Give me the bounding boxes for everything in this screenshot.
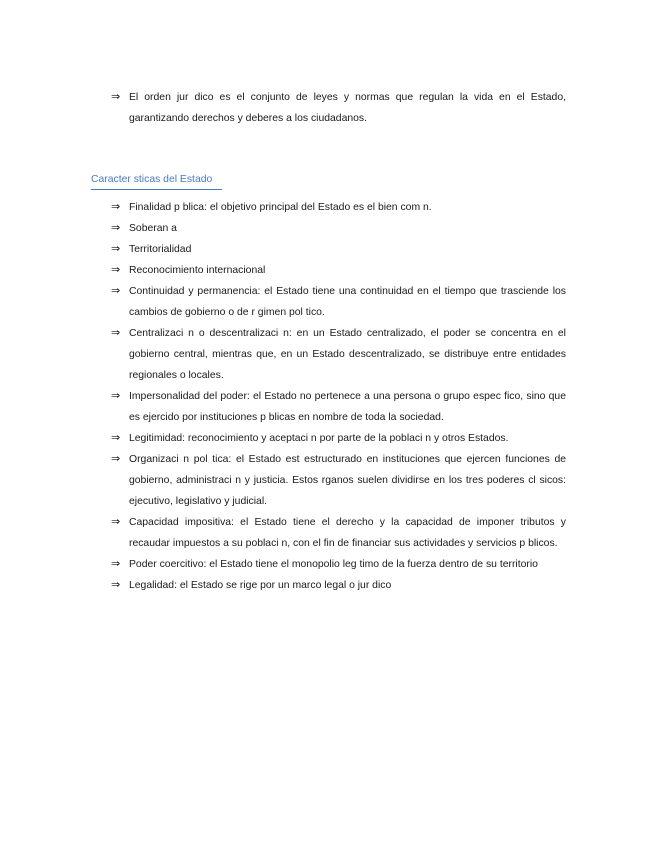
- list-item: [111, 87, 566, 129]
- list-item: [111, 197, 566, 218]
- arrow-bullet-icon: ⇒: [111, 222, 121, 234]
- list-item: [111, 554, 566, 575]
- list-item: [111, 260, 566, 281]
- arrow-bullet-icon: ⇒: [111, 243, 121, 255]
- arrow-bullet-icon: ⇒: [111, 390, 121, 402]
- arrow-bullet-icon: ⇒: [111, 579, 121, 591]
- characteristic-text: Legalidad: el Estado se rige por un marco legal o jur dico: [129, 580, 392, 591]
- list-item: [111, 512, 566, 554]
- characteristic-text: Capacidad impositiva: el Estado tiene el derecho y la capacidad de imponer tributos y recaudar impuestos a su poblaci n, con el fin de financiar sus actividades y servicios p blicos.: [129, 517, 566, 549]
- arrow-bullet-icon: ⇒: [111, 558, 121, 570]
- characteristic-text: Soberan a: [129, 223, 177, 234]
- characteristic-text: Impersonalidad del poder: el Estado no pertenece a una persona o grupo espec fico, sino que es ejercido por instituciones p blicas en nombre de toda la sociedad.: [129, 391, 566, 423]
- list-item: [111, 323, 566, 386]
- list-item: [111, 575, 566, 596]
- characteristic-text: Continuidad y permanencia: el Estado tiene una continuidad en el tiempo que trasciende los cambios de gobierno o de r gimen pol tico.: [129, 286, 566, 318]
- characteristic-text: Finalidad p blica: el objetivo principal del Estado es el bien com n.: [129, 202, 432, 213]
- list-item: [111, 386, 566, 428]
- arrow-bullet-icon: ⇒: [111, 327, 121, 339]
- characteristic-text: Reconocimiento internacional: [129, 265, 266, 276]
- section-heading: Caracter sticas del Estado: [91, 171, 222, 190]
- characteristic-text: Organizaci n pol tica: el Estado est estructurado en instituciones que ejercen funciones de gobierno, administraci n y justicia. Estos rganos suelen dividirse en los tres poderes cl sicos: ejecutivo, legislativo y judicial.: [129, 454, 566, 507]
- arrow-bullet-icon: ⇒: [111, 453, 121, 465]
- arrow-bullet-icon: ⇒: [111, 516, 121, 528]
- arrow-bullet-icon: ⇒: [111, 285, 121, 297]
- list-item: [111, 281, 566, 323]
- list-item: [111, 218, 566, 239]
- arrow-bullet-icon: ⇒: [111, 432, 121, 444]
- list-item: [111, 239, 566, 260]
- characteristic-text: Centralizaci n o descentralizaci n: en un Estado centralizado, el poder se concentra en el gobierno central, mientras que, en un Estado descentralizado, se distribuye entre entidades regionales o locales.: [129, 328, 566, 381]
- intro-text: El orden jur dico es el conjunto de leyes y normas que regulan la vida en el Estado, garantizando derechos y deberes a los ciudadanos.: [129, 92, 566, 124]
- list-item: [111, 428, 566, 449]
- characteristic-text: Territorialidad: [129, 244, 192, 255]
- characteristics-list: [111, 197, 566, 596]
- characteristic-text: Poder coercitivo: el Estado tiene el monopolio leg timo de la fuerza dentro de su territorio: [129, 559, 538, 570]
- characteristic-text: Legitimidad: reconocimiento y aceptaci n por parte de la poblaci n y otros Estados.: [129, 433, 509, 444]
- arrow-bullet-icon: ⇒: [111, 201, 121, 213]
- list-item: [111, 449, 566, 512]
- arrow-bullet-icon: ⇒: [111, 264, 121, 276]
- intro-list: [111, 87, 566, 129]
- arrow-bullet-icon: ⇒: [111, 91, 121, 103]
